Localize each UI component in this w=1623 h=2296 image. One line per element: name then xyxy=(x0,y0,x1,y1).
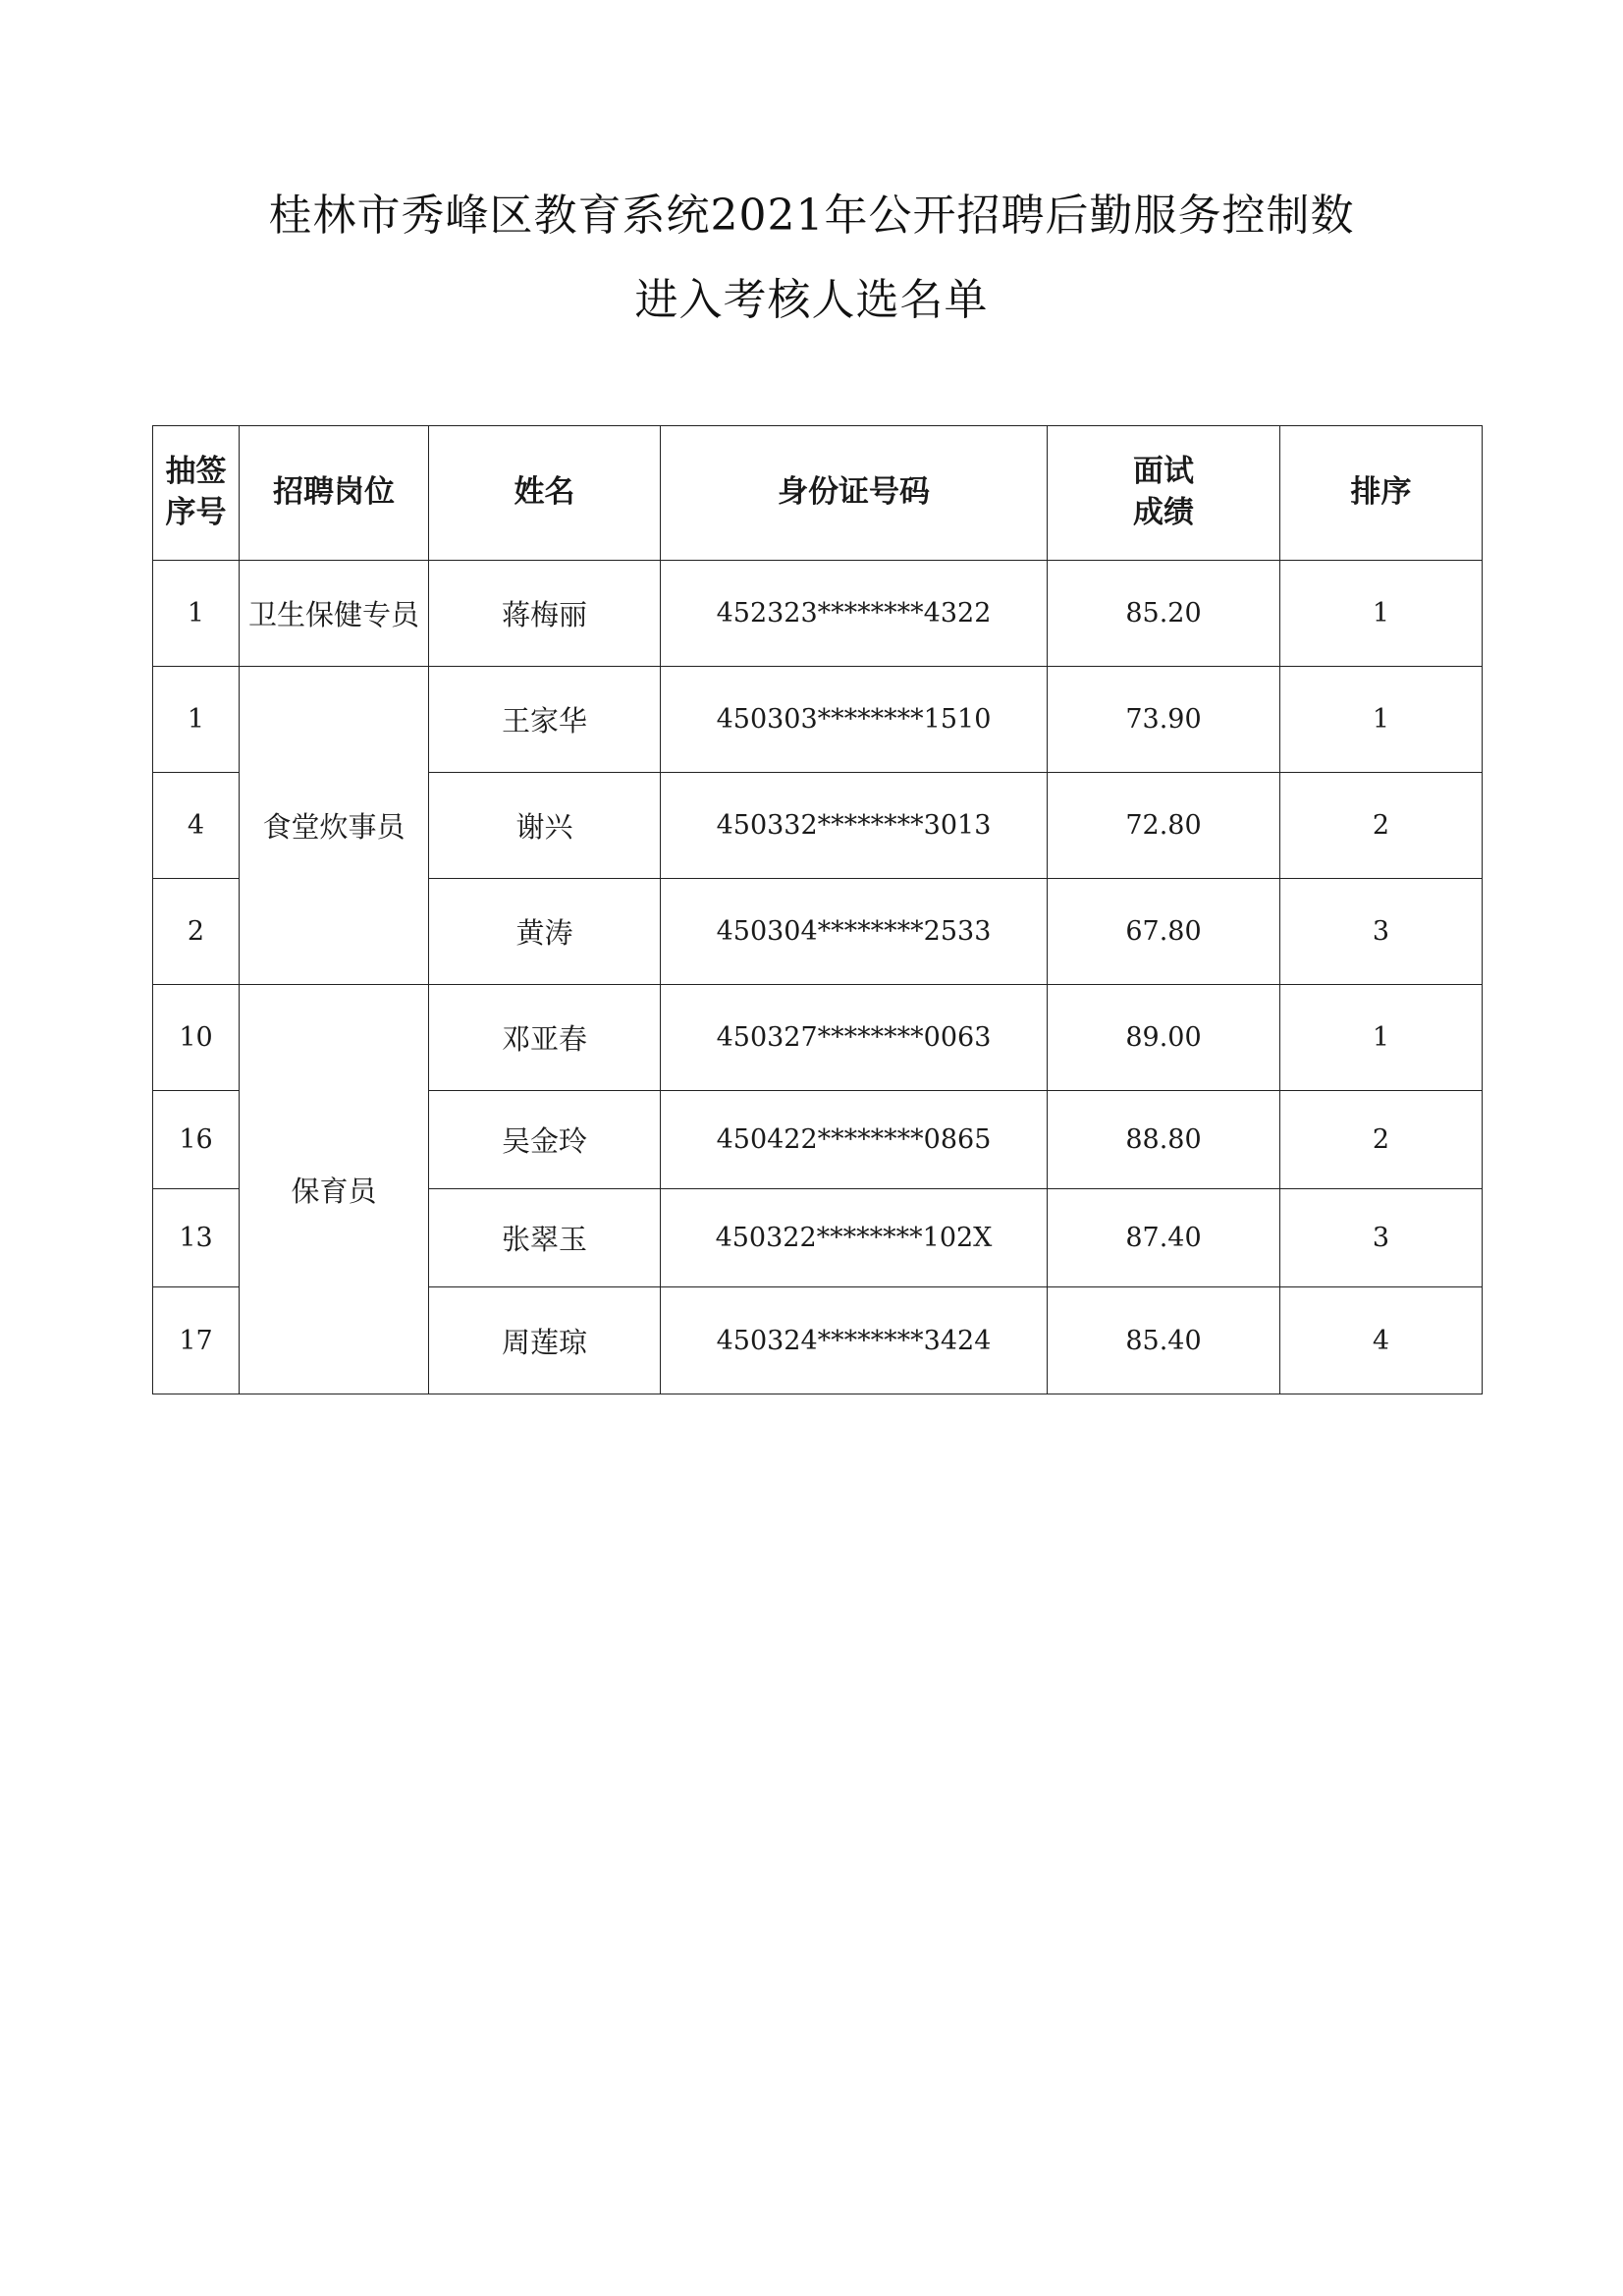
header-id-number: 身份证号码 xyxy=(661,426,1048,561)
header-draw-no xyxy=(153,426,240,561)
cell-draw-no: 16 xyxy=(153,1091,240,1189)
cell-id-number: 452323********4322 xyxy=(661,561,1048,667)
cell-position: 卫生保健专员 xyxy=(240,561,429,667)
cell-draw-no: 13 xyxy=(153,1189,240,1287)
header-interview-score xyxy=(1048,426,1280,561)
header-draw-no-line2: 序号 xyxy=(165,495,227,530)
cell-rank: 3 xyxy=(1280,1189,1483,1287)
cell-id-number: 450327********0063 xyxy=(661,985,1048,1091)
document-subtitle: 进入考核人选名单 xyxy=(634,275,989,325)
cell-draw-no: 10 xyxy=(153,985,240,1091)
cell-score: 87.40 xyxy=(1048,1189,1280,1287)
document-title: 桂林市秀峰区教育系统2021年公开招聘后勤服务控制数 xyxy=(268,191,1355,241)
table-row xyxy=(153,985,1483,1091)
cell-id-number: 450303********1510 xyxy=(661,667,1048,773)
cell-position: 保育员 xyxy=(240,985,429,1394)
cell-score: 89.00 xyxy=(1048,985,1280,1091)
cell-name: 张翠玉 xyxy=(429,1189,661,1287)
cell-rank: 2 xyxy=(1280,773,1483,879)
cell-name: 蒋梅丽 xyxy=(429,561,661,667)
table-header-row xyxy=(153,426,1483,561)
cell-name: 谢兴 xyxy=(429,773,661,879)
cell-score: 85.20 xyxy=(1048,561,1280,667)
cell-draw-no: 17 xyxy=(153,1287,240,1394)
cell-name: 黄涛 xyxy=(429,879,661,985)
cell-rank: 1 xyxy=(1280,667,1483,773)
cell-name: 王家华 xyxy=(429,667,661,773)
cell-draw-no: 1 xyxy=(153,667,240,773)
cell-id-number: 450332********3013 xyxy=(661,773,1048,879)
cell-draw-no: 1 xyxy=(153,561,240,667)
cell-rank: 1 xyxy=(1280,985,1483,1091)
cell-draw-no: 2 xyxy=(153,879,240,985)
cell-id-number: 450422********0865 xyxy=(661,1091,1048,1189)
header-score-line2: 成绩 xyxy=(1133,495,1194,530)
cell-score: 85.40 xyxy=(1048,1287,1280,1394)
cell-score: 73.90 xyxy=(1048,667,1280,773)
table-row xyxy=(153,667,1483,773)
cell-rank: 2 xyxy=(1280,1091,1483,1189)
cell-draw-no: 4 xyxy=(153,773,240,879)
candidate-table xyxy=(152,425,1483,1394)
header-name: 姓名 xyxy=(429,426,661,561)
cell-name: 邓亚春 xyxy=(429,985,661,1091)
cell-id-number: 450324********3424 xyxy=(661,1287,1048,1394)
cell-rank: 3 xyxy=(1280,879,1483,985)
cell-id-number: 450304********2533 xyxy=(661,879,1048,985)
cell-name: 吴金玲 xyxy=(429,1091,661,1189)
cell-score: 88.80 xyxy=(1048,1091,1280,1189)
cell-id-number: 450322********102X xyxy=(661,1189,1048,1287)
table-row xyxy=(153,561,1483,667)
cell-position: 食堂炊事员 xyxy=(240,667,429,985)
cell-score: 72.80 xyxy=(1048,773,1280,879)
header-draw-no-line1: 抽签 xyxy=(165,454,227,490)
cell-rank: 1 xyxy=(1280,561,1483,667)
cell-name: 周莲琼 xyxy=(429,1287,661,1394)
cell-rank: 4 xyxy=(1280,1287,1483,1394)
header-score-line1: 面试 xyxy=(1133,454,1194,490)
header-position: 招聘岗位 xyxy=(240,426,429,561)
cell-score: 67.80 xyxy=(1048,879,1280,985)
header-rank: 排序 xyxy=(1280,426,1483,561)
